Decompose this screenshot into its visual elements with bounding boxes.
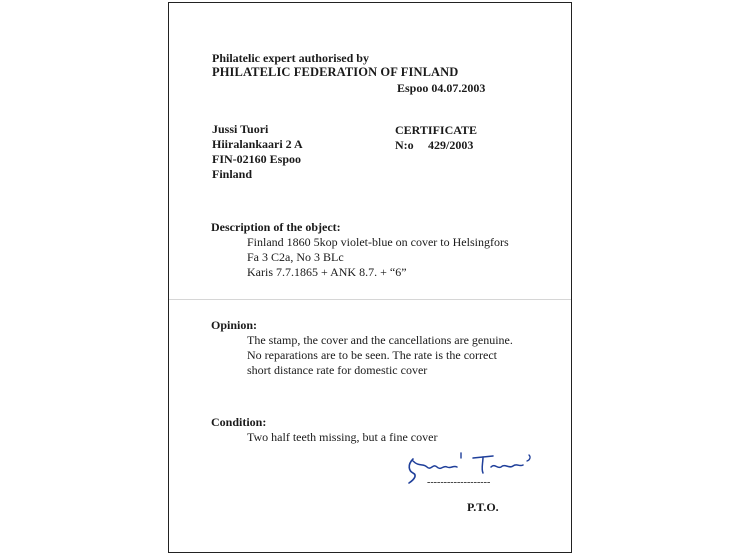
address-line: FIN-02160 Espoo	[212, 152, 302, 166]
certificate-page	[168, 2, 572, 553]
header-federation: PHILATELIC FEDERATION OF FINLAND	[212, 65, 459, 79]
condition-label: Condition:	[211, 415, 267, 429]
signature-line: -------------------	[427, 477, 491, 488]
address-line: Hiiralankaari 2 A	[212, 137, 303, 151]
opinion-line: short distance rate for domestic cover	[247, 363, 428, 377]
pto-note: P.T.O.	[467, 500, 499, 514]
page-fold-line	[169, 299, 571, 300]
opinion-line: No reparations are to be seen. The rate is the correct	[247, 348, 497, 362]
header-place-date: Espoo 04.07.2003	[397, 81, 486, 95]
condition-line: Two half teeth missing, but a fine cover	[247, 430, 438, 444]
certificate-number-label: N:o	[395, 138, 414, 152]
certificate-number-row	[395, 138, 477, 152]
header-authorised-by: Philatelic expert authorised by	[212, 51, 369, 65]
description-label: Description of the object:	[211, 220, 341, 234]
certificate-title: CERTIFICATE	[395, 123, 478, 137]
opinion-line: The stamp, the cover and the cancellations are genuine.	[247, 333, 513, 347]
address-line: Jussi Tuori	[212, 122, 269, 136]
opinion-text	[247, 333, 513, 378]
description-line: Fa 3 C2a, No 3 BLc	[247, 250, 344, 264]
condition-text	[247, 430, 437, 445]
description-text	[247, 235, 509, 280]
certificate-block	[395, 123, 477, 152]
certificate-number: 429/2003	[428, 138, 474, 152]
address-line: Finland	[212, 167, 253, 181]
description-line: Karis 7.7.1865 + ANK 8.7. + “6”	[247, 265, 407, 279]
opinion-label: Opinion:	[211, 318, 258, 332]
description-line: Finland 1860 5kop violet-blue on cover to Helsingfors	[247, 235, 509, 249]
expert-address	[212, 122, 303, 182]
